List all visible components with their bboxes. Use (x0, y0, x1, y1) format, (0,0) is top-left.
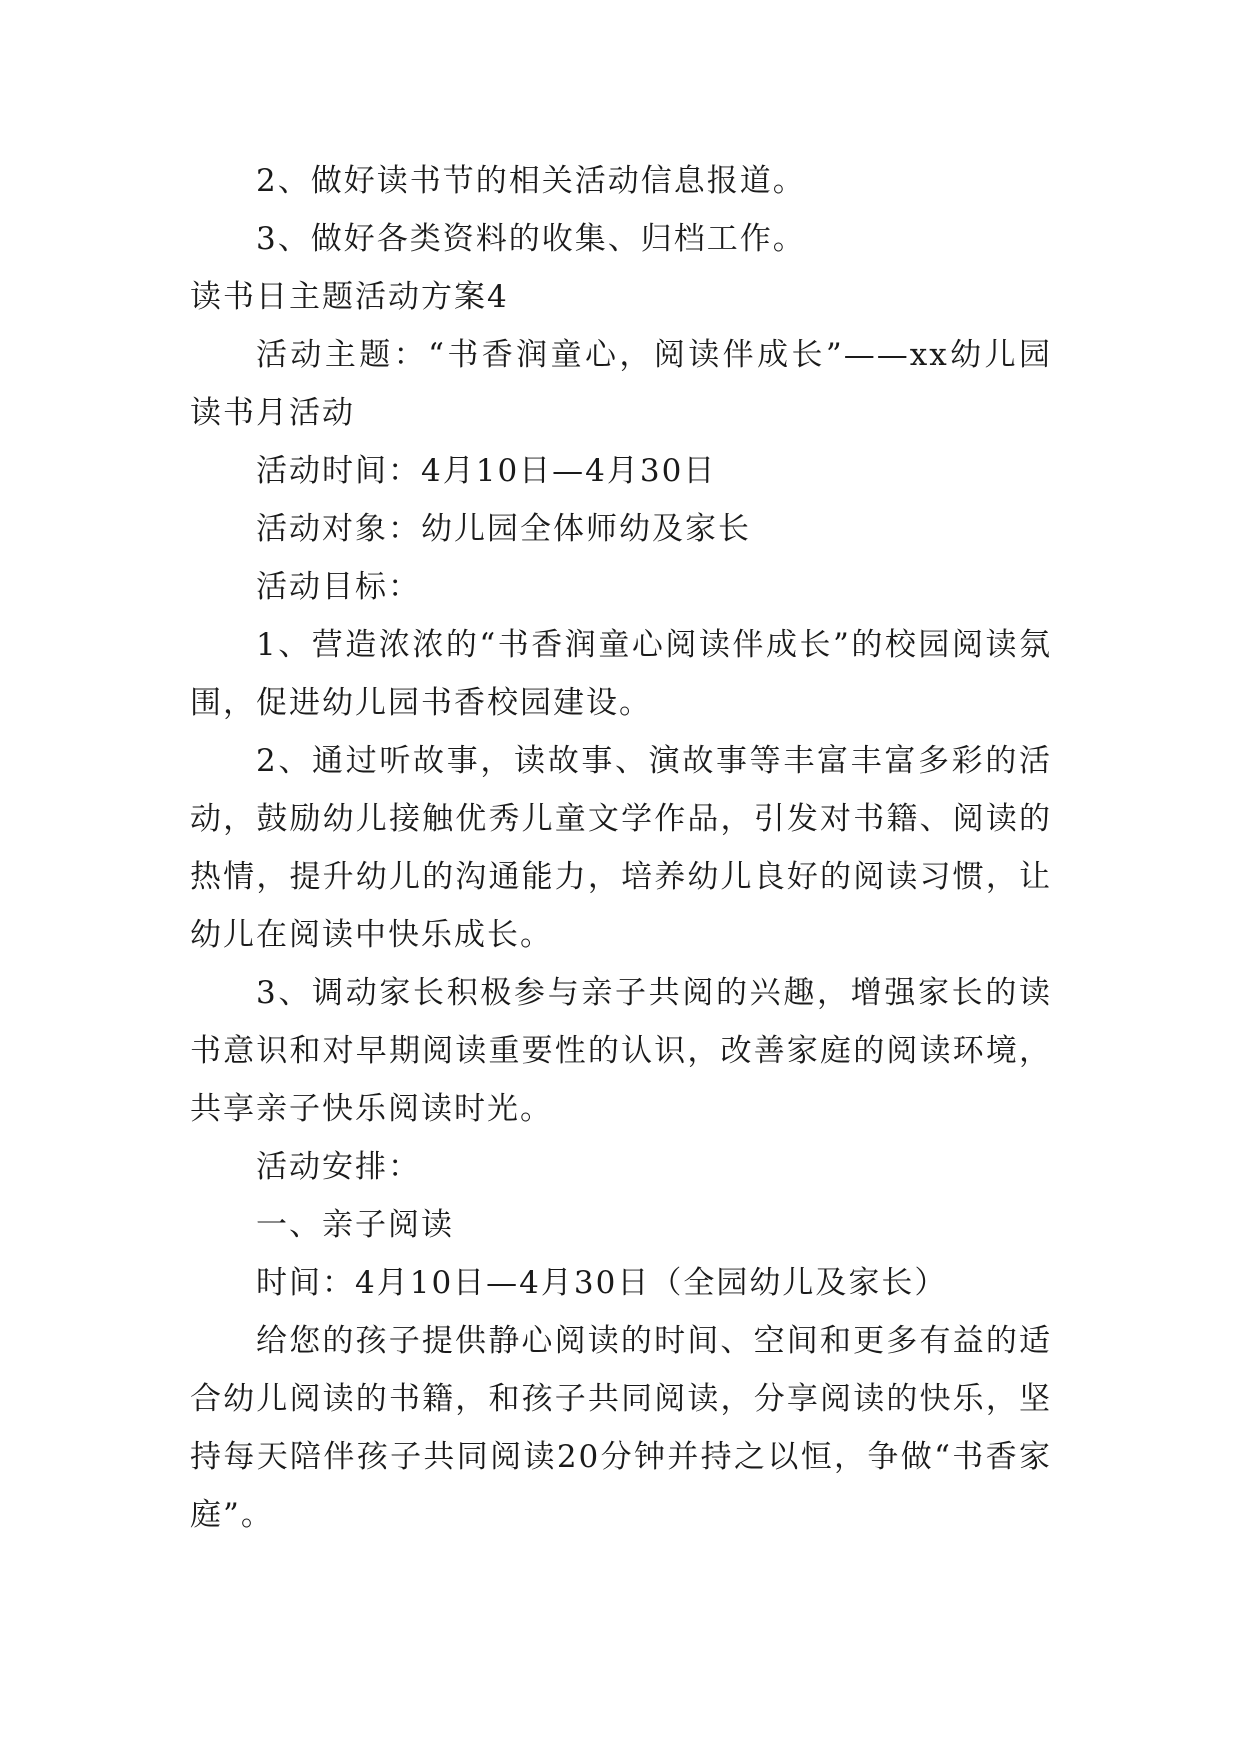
paragraph-goal-1: 1、营造浓浓的“书香润童心阅读伴成长”的校园阅读氛围，促进幼儿园书香校园建设。 (190, 627, 1052, 721)
section-heading-plan-4: 读书日主题活动方案4 (190, 279, 509, 315)
paragraph-reading-guidance: 给您的孩子提供静心阅读的时间、空间和更多有益的适合幼儿阅读的书籍，和孩子共同阅读，分享阅读的快乐，坚持每天陪伴孩子共同阅读20分钟并持之以恒，争做“书香家庭”。 (190, 1323, 1052, 1533)
paragraph-activity-time: 活动时间：4月10日—4月30日 (256, 453, 717, 489)
paragraph-goal-3: 3、调动家长积极参与亲子共阅的兴趣，增强家长的读书意识和对早期阅读重要性的认识，改善家庭的阅读环境，共享亲子快乐阅读时光。 (190, 975, 1052, 1127)
paragraph-activity-audience: 活动对象：幼儿园全体师幼及家长 (256, 511, 751, 547)
paragraph-reading-time: 时间：4月10日—4月30日（全园幼儿及家长） (256, 1265, 948, 1301)
paragraph-activity-theme: 活动主题：“书香润童心，阅读伴成长”——xx幼儿园读书月活动 (190, 337, 1052, 431)
paragraph-archive-materials: 3、做好各类资料的收集、归档工作。 (256, 221, 806, 257)
paragraph-parent-child-reading: 一、亲子阅读 (256, 1207, 454, 1243)
paragraph-goal-2: 2、通过听故事，读故事、演故事等丰富丰富多彩的活动，鼓励幼儿接触优秀儿童文学作品，引发对书籍、阅读的热情，提升幼儿的沟通能力，培养幼儿良好的阅读习惯，让幼儿在阅读中快乐成长。 (190, 743, 1052, 953)
paragraph-report-activities: 2、做好读书节的相关活动信息报道。 (256, 163, 806, 199)
paragraph-arrangement-heading: 活动安排： (256, 1149, 421, 1185)
paragraph-activity-goals-heading: 活动目标： (256, 569, 421, 605)
document-body (190, 152, 1052, 1544)
